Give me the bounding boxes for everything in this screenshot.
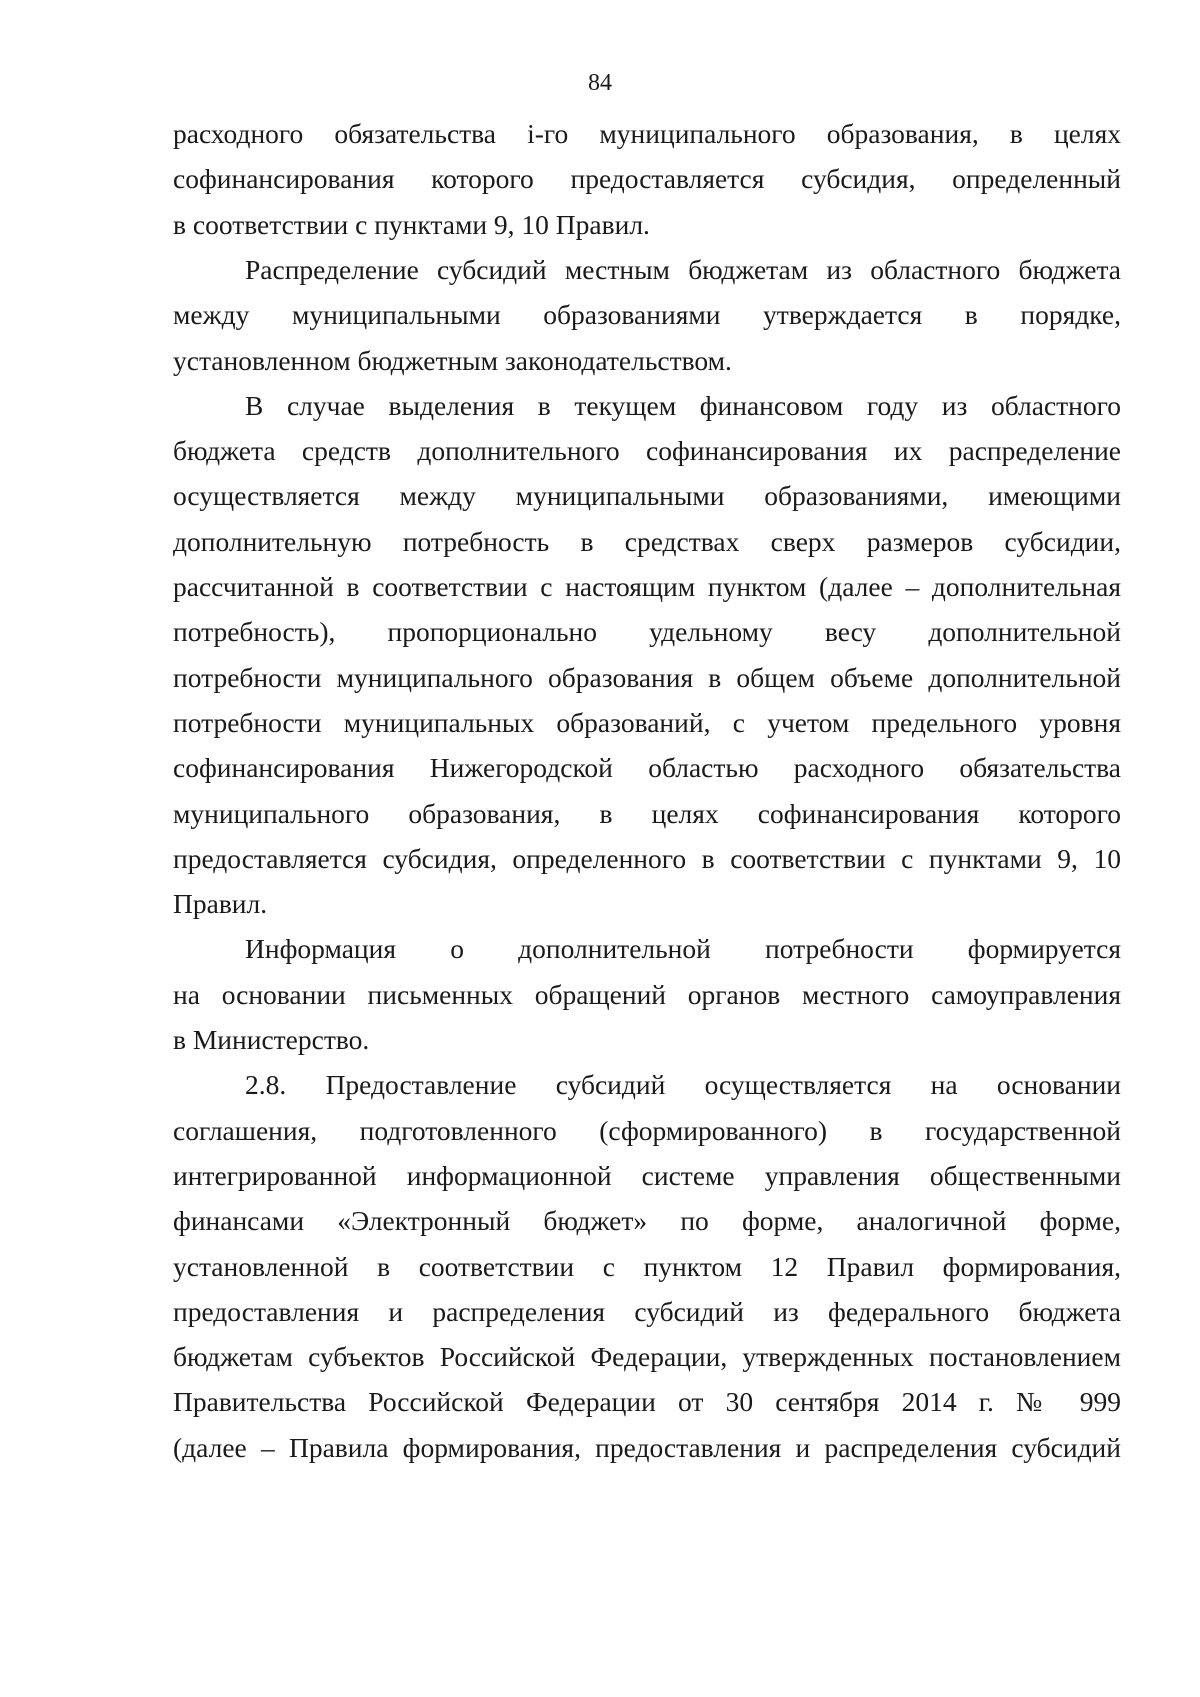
text-line: соглашения, подготовленного (сформированного) в государственной <box>173 1114 1121 1146</box>
text-line: рассчитанной в соответствии с настоящим пунктом (далее – дополнительная <box>173 571 1121 602</box>
text-line: осуществляется между муниципальными образованиями, имеющими <box>173 480 1121 512</box>
text-line: предоставляется субсидия, определенного в соответствии с пунктами 9, 10 <box>173 842 1121 874</box>
text-line: муниципального образования, в целях софинансирования которого <box>173 797 1121 829</box>
text-line: между муниципальными образованиями утверждается в порядке, <box>173 299 1121 331</box>
text-line: Правительства Российской Федерации от 30 сентября 2014 г. № 999 <box>173 1386 1121 1418</box>
text-line: Правил. <box>173 888 268 920</box>
text-line: 2.8. Предоставление субсидий осуществляется на основании <box>245 1069 1121 1101</box>
text-line: бюджета средств дополнительного софинансирования их распределение <box>173 435 1121 467</box>
text-line: предоставления и распределения субсидий из федерального бюджета <box>173 1295 1121 1327</box>
text-line: Информация о дополнительной потребности формируется <box>245 933 1121 965</box>
page-number: 84 <box>588 70 612 96</box>
text-line: на основании письменных обращений органов местного самоуправления <box>173 978 1121 1010</box>
text-line: (далее – Правила формирования, предоставления и распределения субсидий <box>173 1431 1121 1463</box>
text-line: софинансирования Нижегородской областью расходного обязательства <box>173 752 1121 784</box>
text-line: установленной в соответствии с пунктом 12 Правил формирования, <box>173 1250 1121 1282</box>
text-line: потребность), пропорционально удельному весу дополнительной <box>173 616 1121 648</box>
text-line: в соответствии с пунктами 9, 10 Правил. <box>173 208 650 240</box>
text-line: дополнительную потребность в средствах сверх размеров субсидии, <box>173 525 1121 557</box>
text-line: установленном бюджетным законодательством. <box>173 344 732 376</box>
text-line: В случае выделения в текущем финансовом году из областного <box>245 389 1121 421</box>
text-line: Распределение субсидий местным бюджетам из областного бюджета <box>245 253 1121 285</box>
text-line: интегрированной информационной системе управления общественными <box>173 1159 1121 1191</box>
text-line: расходного обязательства i-го муниципального образования, в целях <box>173 118 1121 149</box>
text-line: бюджетам субъектов Российской Федерации, утвержденных постановлением <box>173 1341 1121 1373</box>
text-line: софинансирования которого предоставляется субсидия, определенный <box>173 163 1121 195</box>
text-line: потребности муниципальных образований, с учетом предельного уровня <box>173 706 1121 738</box>
text-line: в Министерство. <box>173 1024 370 1055</box>
text-line: финансами «Электронный бюджет» по форме, аналогичной форме, <box>173 1205 1121 1237</box>
text-line: потребности муниципального образования в общем объеме дополнительной <box>173 661 1121 693</box>
